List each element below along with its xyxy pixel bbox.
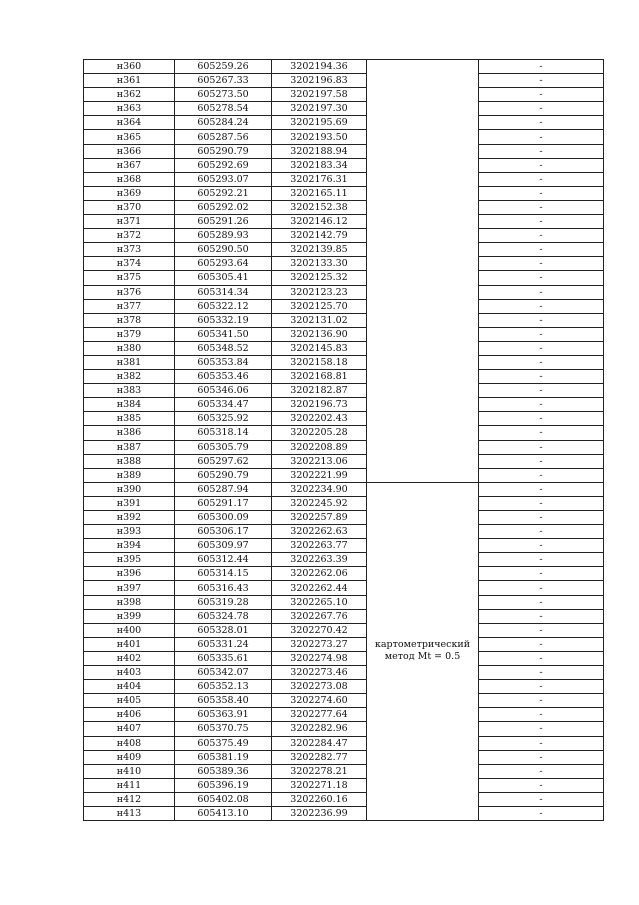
point-number-cell: н388	[84, 454, 175, 468]
table-row	[84, 764, 604, 778]
note-cell: -	[479, 384, 604, 398]
note-cell: -	[479, 468, 604, 482]
x-coordinate-cell: 605331.24	[175, 637, 272, 651]
table-row	[84, 299, 604, 313]
table-row	[84, 102, 604, 116]
point-number-cell: н381	[84, 355, 175, 369]
table-row	[84, 482, 604, 496]
note-cell: -	[479, 680, 604, 694]
y-coordinate-cell: 3202196.73	[272, 398, 367, 412]
y-coordinate-cell: 3202265.10	[272, 595, 367, 609]
table-row	[84, 313, 604, 327]
point-number-cell: н411	[84, 778, 175, 792]
table-row	[84, 750, 604, 764]
point-number-cell: н398	[84, 595, 175, 609]
table-row	[84, 553, 604, 567]
table-row	[84, 341, 604, 355]
note-cell: -	[479, 539, 604, 553]
x-coordinate-cell: 605312.44	[175, 553, 272, 567]
point-number-cell: н407	[84, 722, 175, 736]
y-coordinate-cell: 3202221.99	[272, 468, 367, 482]
table-row	[84, 74, 604, 88]
point-number-cell: н364	[84, 116, 175, 130]
point-number-cell: н404	[84, 680, 175, 694]
point-number-cell: н378	[84, 313, 175, 327]
table-row	[84, 215, 604, 229]
y-coordinate-cell: 3202282.96	[272, 722, 367, 736]
y-coordinate-cell: 3202263.77	[272, 539, 367, 553]
x-coordinate-cell: 605314.15	[175, 567, 272, 581]
point-number-cell: н371	[84, 215, 175, 229]
point-number-cell: н366	[84, 144, 175, 158]
point-number-cell: н383	[84, 384, 175, 398]
x-coordinate-cell: 605375.49	[175, 736, 272, 750]
coordinates-table-body	[84, 60, 604, 821]
x-coordinate-cell: 605293.64	[175, 257, 272, 271]
note-cell: -	[479, 525, 604, 539]
table-row	[84, 736, 604, 750]
note-cell: -	[479, 581, 604, 595]
point-number-cell: н402	[84, 651, 175, 665]
coordinates-table	[83, 59, 604, 821]
point-number-cell: н399	[84, 609, 175, 623]
note-cell: -	[479, 764, 604, 778]
note-cell: -	[479, 666, 604, 680]
y-coordinate-cell: 3202234.90	[272, 482, 367, 496]
table-row	[84, 637, 604, 651]
x-coordinate-cell: 605290.79	[175, 468, 272, 482]
x-coordinate-cell: 605293.07	[175, 172, 272, 186]
y-coordinate-cell: 3202193.50	[272, 130, 367, 144]
point-number-cell: н377	[84, 299, 175, 313]
x-coordinate-cell: 605273.50	[175, 88, 272, 102]
note-cell: -	[479, 299, 604, 313]
note-cell: -	[479, 609, 604, 623]
point-number-cell: н382	[84, 370, 175, 384]
x-coordinate-cell: 605287.56	[175, 130, 272, 144]
point-number-cell: н384	[84, 398, 175, 412]
x-coordinate-cell: 605353.84	[175, 355, 272, 369]
table-row	[84, 609, 604, 623]
y-coordinate-cell: 3202277.64	[272, 708, 367, 722]
table-row	[84, 666, 604, 680]
point-number-cell: н409	[84, 750, 175, 764]
table-row	[84, 88, 604, 102]
note-cell: -	[479, 398, 604, 412]
x-coordinate-cell: 605332.19	[175, 313, 272, 327]
table-row	[84, 567, 604, 581]
y-coordinate-cell: 3202125.32	[272, 271, 367, 285]
x-coordinate-cell: 605259.26	[175, 60, 272, 74]
x-coordinate-cell: 605267.33	[175, 74, 272, 88]
note-cell: -	[479, 285, 604, 299]
point-number-cell: н368	[84, 172, 175, 186]
point-number-cell: н360	[84, 60, 175, 74]
y-coordinate-cell: 3202205.28	[272, 426, 367, 440]
y-coordinate-cell: 3202123.23	[272, 285, 367, 299]
note-cell: -	[479, 708, 604, 722]
note-cell: -	[479, 88, 604, 102]
table-row	[84, 581, 604, 595]
table-row	[84, 595, 604, 609]
note-cell: -	[479, 806, 604, 820]
y-coordinate-cell: 3202273.08	[272, 680, 367, 694]
y-coordinate-cell: 3202271.18	[272, 778, 367, 792]
x-coordinate-cell: 605291.26	[175, 215, 272, 229]
table-row	[84, 792, 604, 806]
x-coordinate-cell: 605358.40	[175, 694, 272, 708]
point-number-cell: н408	[84, 736, 175, 750]
table-row	[84, 694, 604, 708]
note-cell: -	[479, 130, 604, 144]
point-number-cell: н389	[84, 468, 175, 482]
table-row	[84, 60, 604, 74]
point-number-cell: н393	[84, 525, 175, 539]
point-number-cell: н370	[84, 200, 175, 214]
point-number-cell: н390	[84, 482, 175, 496]
x-coordinate-cell: 605396.19	[175, 778, 272, 792]
note-cell: -	[479, 694, 604, 708]
x-coordinate-cell: 605297.62	[175, 454, 272, 468]
note-cell: -	[479, 778, 604, 792]
table-row	[84, 806, 604, 820]
x-coordinate-cell: 605284.24	[175, 116, 272, 130]
point-number-cell: н374	[84, 257, 175, 271]
y-coordinate-cell: 3202236.99	[272, 806, 367, 820]
note-cell: -	[479, 313, 604, 327]
point-number-cell: н386	[84, 426, 175, 440]
note-cell: -	[479, 567, 604, 581]
x-coordinate-cell: 605363.91	[175, 708, 272, 722]
table-row	[84, 440, 604, 454]
y-coordinate-cell: 3202262.63	[272, 525, 367, 539]
table-row	[84, 257, 604, 271]
table-row	[84, 496, 604, 510]
y-coordinate-cell: 3202273.46	[272, 666, 367, 680]
point-number-cell: н375	[84, 271, 175, 285]
note-cell: -	[479, 454, 604, 468]
x-coordinate-cell: 605324.78	[175, 609, 272, 623]
x-coordinate-cell: 605318.14	[175, 426, 272, 440]
table-row	[84, 525, 604, 539]
table-row	[84, 722, 604, 736]
x-coordinate-cell: 605342.07	[175, 666, 272, 680]
y-coordinate-cell: 3202274.98	[272, 651, 367, 665]
x-coordinate-cell: 605322.12	[175, 299, 272, 313]
x-coordinate-cell: 605316.43	[175, 581, 272, 595]
note-cell: -	[479, 172, 604, 186]
y-coordinate-cell: 3202262.06	[272, 567, 367, 581]
note-cell: -	[479, 722, 604, 736]
x-coordinate-cell: 605353.46	[175, 370, 272, 384]
x-coordinate-cell: 605292.21	[175, 186, 272, 200]
x-coordinate-cell: 605290.50	[175, 243, 272, 257]
table-row	[84, 680, 604, 694]
y-coordinate-cell: 3202196.83	[272, 74, 367, 88]
table-row	[84, 398, 604, 412]
point-number-cell: н395	[84, 553, 175, 567]
note-cell: -	[479, 637, 604, 651]
note-cell: -	[479, 496, 604, 510]
y-coordinate-cell: 3202145.83	[272, 341, 367, 355]
y-coordinate-cell: 3202142.79	[272, 229, 367, 243]
y-coordinate-cell: 3202274.60	[272, 694, 367, 708]
point-number-cell: н406	[84, 708, 175, 722]
point-number-cell: н385	[84, 412, 175, 426]
method-cell: картометрический метод Mt = 0.5	[367, 482, 479, 820]
point-number-cell: н387	[84, 440, 175, 454]
table-row	[84, 130, 604, 144]
point-number-cell: н367	[84, 158, 175, 172]
table-row	[84, 539, 604, 553]
note-cell: -	[479, 327, 604, 341]
x-coordinate-cell: 605309.97	[175, 539, 272, 553]
note-cell: -	[479, 200, 604, 214]
note-cell: -	[479, 792, 604, 806]
point-number-cell: н400	[84, 623, 175, 637]
y-coordinate-cell: 3202146.12	[272, 215, 367, 229]
x-coordinate-cell: 605287.94	[175, 482, 272, 496]
x-coordinate-cell: 605306.17	[175, 525, 272, 539]
table-row	[84, 651, 604, 665]
y-coordinate-cell: 3202194.36	[272, 60, 367, 74]
x-coordinate-cell: 605325.92	[175, 412, 272, 426]
note-cell: -	[479, 341, 604, 355]
y-coordinate-cell: 3202262.44	[272, 581, 367, 595]
table-row	[84, 271, 604, 285]
table-row	[84, 384, 604, 398]
point-number-cell: н401	[84, 637, 175, 651]
x-coordinate-cell: 605289.93	[175, 229, 272, 243]
note-cell: -	[479, 60, 604, 74]
point-number-cell: н397	[84, 581, 175, 595]
y-coordinate-cell: 3202197.30	[272, 102, 367, 116]
note-cell: -	[479, 511, 604, 525]
x-coordinate-cell: 605334.47	[175, 398, 272, 412]
table-row	[84, 200, 604, 214]
note-cell: -	[479, 186, 604, 200]
point-number-cell: н396	[84, 567, 175, 581]
y-coordinate-cell: 3202183.34	[272, 158, 367, 172]
table-row	[84, 623, 604, 637]
y-coordinate-cell: 3202245.92	[272, 496, 367, 510]
table-row	[84, 285, 604, 299]
table-row	[84, 708, 604, 722]
point-number-cell: н379	[84, 327, 175, 341]
table-row	[84, 186, 604, 200]
x-coordinate-cell: 605305.41	[175, 271, 272, 285]
x-coordinate-cell: 605314.34	[175, 285, 272, 299]
table-row	[84, 778, 604, 792]
note-cell: -	[479, 243, 604, 257]
x-coordinate-cell: 605305.79	[175, 440, 272, 454]
point-number-cell: н394	[84, 539, 175, 553]
y-coordinate-cell: 3202257.89	[272, 511, 367, 525]
note-cell: -	[479, 623, 604, 637]
point-number-cell: н363	[84, 102, 175, 116]
note-cell: -	[479, 370, 604, 384]
x-coordinate-cell: 605328.01	[175, 623, 272, 637]
y-coordinate-cell: 3202202.43	[272, 412, 367, 426]
note-cell: -	[479, 736, 604, 750]
note-cell: -	[479, 750, 604, 764]
x-coordinate-cell: 605341.50	[175, 327, 272, 341]
note-cell: -	[479, 355, 604, 369]
x-coordinate-cell: 605352.13	[175, 680, 272, 694]
point-number-cell: н361	[84, 74, 175, 88]
note-cell: -	[479, 482, 604, 496]
y-coordinate-cell: 3202168.81	[272, 370, 367, 384]
x-coordinate-cell: 605346.06	[175, 384, 272, 398]
y-coordinate-cell: 3202213.06	[272, 454, 367, 468]
table-row	[84, 412, 604, 426]
y-coordinate-cell: 3202139.85	[272, 243, 367, 257]
x-coordinate-cell: 605290.79	[175, 144, 272, 158]
y-coordinate-cell: 3202267.76	[272, 609, 367, 623]
x-coordinate-cell: 605348.52	[175, 341, 272, 355]
table-row	[84, 243, 604, 257]
table-row	[84, 426, 604, 440]
y-coordinate-cell: 3202158.18	[272, 355, 367, 369]
x-coordinate-cell: 605291.17	[175, 496, 272, 510]
y-coordinate-cell: 3202133.30	[272, 257, 367, 271]
x-coordinate-cell: 605389.36	[175, 764, 272, 778]
point-number-cell: н410	[84, 764, 175, 778]
note-cell: -	[479, 426, 604, 440]
y-coordinate-cell: 3202131.02	[272, 313, 367, 327]
x-coordinate-cell: 605335.61	[175, 651, 272, 665]
x-coordinate-cell: 605292.69	[175, 158, 272, 172]
note-cell: -	[479, 595, 604, 609]
note-cell: -	[479, 215, 604, 229]
y-coordinate-cell: 3202125.70	[272, 299, 367, 313]
note-cell: -	[479, 229, 604, 243]
y-coordinate-cell: 3202208.89	[272, 440, 367, 454]
table-row	[84, 511, 604, 525]
x-coordinate-cell: 605292.02	[175, 200, 272, 214]
table-row	[84, 468, 604, 482]
y-coordinate-cell: 3202278.21	[272, 764, 367, 778]
y-coordinate-cell: 3202188.94	[272, 144, 367, 158]
y-coordinate-cell: 3202182.87	[272, 384, 367, 398]
table-row	[84, 370, 604, 384]
note-cell: -	[479, 102, 604, 116]
table-row	[84, 355, 604, 369]
y-coordinate-cell: 3202165.11	[272, 186, 367, 200]
x-coordinate-cell: 605278.54	[175, 102, 272, 116]
note-cell: -	[479, 412, 604, 426]
point-number-cell: н376	[84, 285, 175, 299]
point-number-cell: н365	[84, 130, 175, 144]
point-number-cell: н380	[84, 341, 175, 355]
point-number-cell: н413	[84, 806, 175, 820]
point-number-cell: н372	[84, 229, 175, 243]
note-cell: -	[479, 553, 604, 567]
point-number-cell: н391	[84, 496, 175, 510]
point-number-cell: н362	[84, 88, 175, 102]
point-number-cell: н373	[84, 243, 175, 257]
table-row	[84, 158, 604, 172]
y-coordinate-cell: 3202176.31	[272, 172, 367, 186]
note-cell: -	[479, 74, 604, 88]
y-coordinate-cell: 3202136.90	[272, 327, 367, 341]
x-coordinate-cell: 605402.08	[175, 792, 272, 806]
point-number-cell: н405	[84, 694, 175, 708]
y-coordinate-cell: 3202263.39	[272, 553, 367, 567]
method-cell-empty	[367, 60, 479, 483]
x-coordinate-cell: 605319.28	[175, 595, 272, 609]
x-coordinate-cell: 605370.75	[175, 722, 272, 736]
y-coordinate-cell: 3202152.38	[272, 200, 367, 214]
table-row	[84, 327, 604, 341]
y-coordinate-cell: 3202282.77	[272, 750, 367, 764]
point-number-cell: н392	[84, 511, 175, 525]
point-number-cell: н369	[84, 186, 175, 200]
x-coordinate-cell: 605413.10	[175, 806, 272, 820]
y-coordinate-cell: 3202270.42	[272, 623, 367, 637]
y-coordinate-cell: 3202260.16	[272, 792, 367, 806]
y-coordinate-cell: 3202273.27	[272, 637, 367, 651]
y-coordinate-cell: 3202195.69	[272, 116, 367, 130]
table-row	[84, 144, 604, 158]
point-number-cell: н412	[84, 792, 175, 806]
y-coordinate-cell: 3202284.47	[272, 736, 367, 750]
note-cell: -	[479, 116, 604, 130]
note-cell: -	[479, 271, 604, 285]
x-coordinate-cell: 605381.19	[175, 750, 272, 764]
note-cell: -	[479, 440, 604, 454]
table-row	[84, 454, 604, 468]
point-number-cell: н403	[84, 666, 175, 680]
note-cell: -	[479, 257, 604, 271]
table-row	[84, 172, 604, 186]
table-row	[84, 229, 604, 243]
note-cell: -	[479, 158, 604, 172]
y-coordinate-cell: 3202197.58	[272, 88, 367, 102]
note-cell: -	[479, 144, 604, 158]
note-cell: -	[479, 651, 604, 665]
x-coordinate-cell: 605300.09	[175, 511, 272, 525]
table-row	[84, 116, 604, 130]
